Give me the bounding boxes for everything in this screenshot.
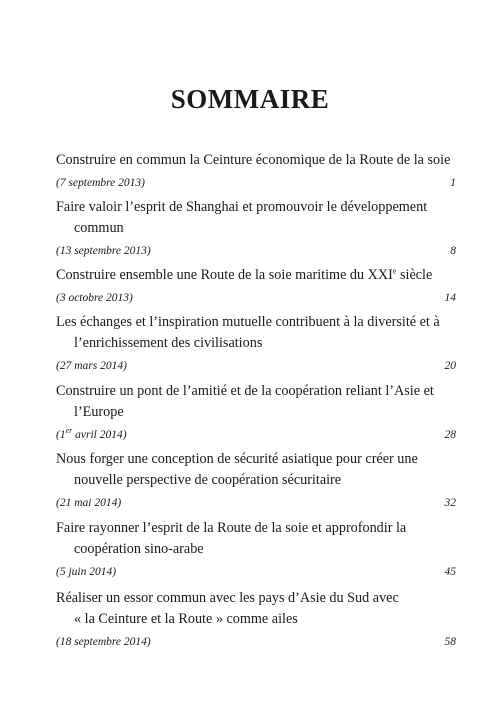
entry-title <box>56 197 456 239</box>
entry-title-line: nouvelle perspective de coopération sécuritaire <box>74 472 342 488</box>
entry-title-line: « la Ceinture et la Route » comme ailes <box>74 611 298 627</box>
entry-meta <box>56 563 456 581</box>
entry-title-line: Nous forger une conception de sécurité asiatique pour créer une <box>56 451 418 467</box>
entry-date: (7 septembre 2013) <box>56 177 145 189</box>
entry-title-line: Construire ensemble une Route de la soie maritime du XXIe siècle <box>56 266 433 283</box>
entry-date: (5 juin 2014) <box>56 566 117 578</box>
entry-title <box>56 449 456 491</box>
entry-page-number: 20 <box>444 360 456 372</box>
entry-title-line: Les échanges et l’inspiration mutuelle contribuent à la diversité et à <box>56 314 440 330</box>
entry-title <box>56 150 456 171</box>
entry-date: (3 octobre 2013) <box>56 292 133 304</box>
entry-page-number: 28 <box>444 429 456 441</box>
entry-meta <box>56 494 456 512</box>
entry-date: (21 mai 2014) <box>56 497 122 509</box>
entry-title-line: Construire en commun la Ceinture économique de la Route de la soie <box>56 152 451 168</box>
toc-entry[interactable] <box>56 197 456 260</box>
toc-entry[interactable] <box>56 588 456 651</box>
entry-title-line: Réaliser un essor commun avec les pays d’Asie du Sud avec <box>56 590 399 606</box>
entry-title <box>56 381 456 423</box>
toc-entry[interactable] <box>56 312 456 375</box>
entry-page-number: 8 <box>450 245 456 257</box>
entry-page-number: 32 <box>444 497 456 509</box>
entry-page-number: 58 <box>444 636 456 648</box>
entry-title <box>56 312 456 354</box>
entry-meta <box>56 242 456 260</box>
entry-title <box>56 518 456 560</box>
toc-entry[interactable] <box>56 150 456 192</box>
entry-page-number: 45 <box>444 566 456 578</box>
entry-title <box>56 588 456 630</box>
entry-title-line: l’Europe <box>74 404 124 420</box>
toc-entry[interactable] <box>56 265 456 307</box>
entry-meta <box>56 174 456 192</box>
entry-page-number: 1 <box>450 177 456 189</box>
entry-title-line: Faire valoir l’esprit de Shanghai et promouvoir le développement <box>56 199 428 215</box>
entry-meta <box>56 633 456 651</box>
entry-date: (1er avril 2014) <box>56 426 127 441</box>
entry-title-line: Faire rayonner l’esprit de la Route de la soie et approfondir la <box>56 520 407 536</box>
entry-title-line: commun <box>74 220 124 236</box>
entry-meta <box>56 289 456 307</box>
toc-entry[interactable] <box>56 449 456 512</box>
entry-meta <box>56 426 456 444</box>
entry-title-line: l’enrichissement des civilisations <box>74 335 263 351</box>
entry-title-line: Construire un pont de l’amitié et de la coopération reliant l’Asie et <box>56 383 434 399</box>
entry-title <box>56 265 456 286</box>
entry-date: (18 septembre 2014) <box>56 636 151 648</box>
page-title: SOMMAIRE <box>170 84 330 114</box>
entry-title-line: coopération sino-arabe <box>74 541 204 557</box>
superscript: e <box>392 266 397 276</box>
toc-entry[interactable] <box>56 381 456 444</box>
superscript: er <box>65 426 73 436</box>
entry-date: (27 mars 2014) <box>56 360 127 372</box>
entry-page-number: 14 <box>444 292 456 304</box>
toc-entry[interactable] <box>56 518 456 581</box>
entry-meta <box>56 357 456 375</box>
entry-date: (13 septembre 2013) <box>56 245 151 257</box>
